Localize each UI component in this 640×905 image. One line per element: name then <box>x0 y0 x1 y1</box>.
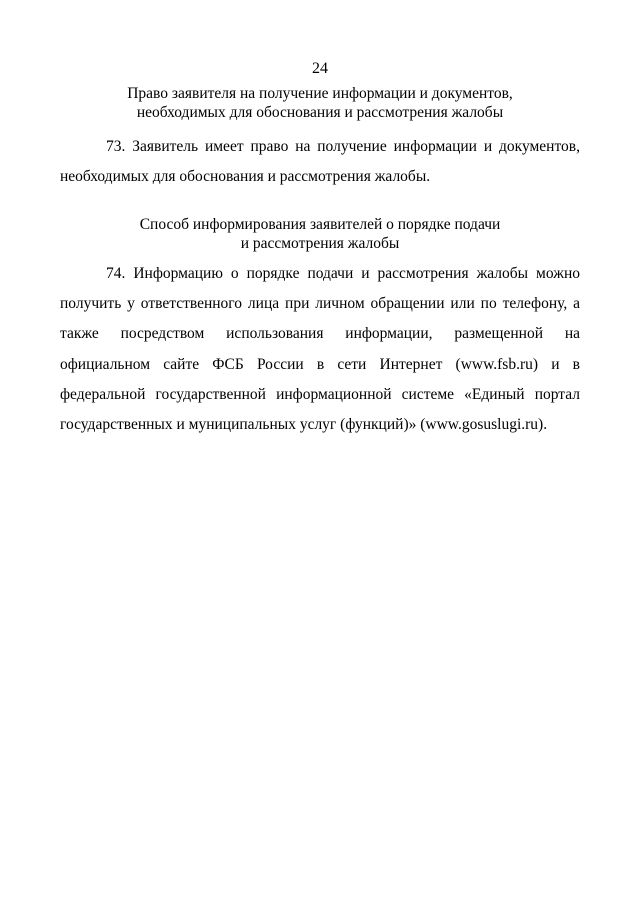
paragraph-line: государственных и муниципальных услуг (функций)» (www.gosuslugi.ru). <box>60 416 548 433</box>
paragraph-line: 73. Заявитель имеет право на получение информации и документов, <box>106 138 580 155</box>
heading-line: и рассмотрения жалобы <box>240 235 400 252</box>
page-number: 24 <box>312 60 328 77</box>
paragraph-line: федеральной государственной информационной системе «Единый портал <box>60 386 580 403</box>
heading-line: Способ информирования заявителей о порядке подачи <box>139 216 501 233</box>
section-heading-appeal-info-right <box>60 84 580 122</box>
heading-line: необходимых для обоснования и рассмотрения жалобы <box>136 104 504 121</box>
paragraph-line: также посредством использования информации, размещенной на <box>60 325 580 342</box>
heading-line: Право заявителя на получение информации и документов, <box>127 85 513 102</box>
paragraph-line: официальном сайте ФСБ России в сети Интернет (www.fsb.ru) и в <box>60 356 580 373</box>
section-heading-informing-method <box>60 215 580 253</box>
paragraph-line: 74. Информацию о порядке подачи и рассмотрения жалобы можно <box>106 265 580 282</box>
paragraph-line: получить у ответственного лица при личном обращении или по телефону, а <box>60 295 580 312</box>
paragraph-line: необходимых для обоснования и рассмотрения жалобы. <box>60 168 431 185</box>
